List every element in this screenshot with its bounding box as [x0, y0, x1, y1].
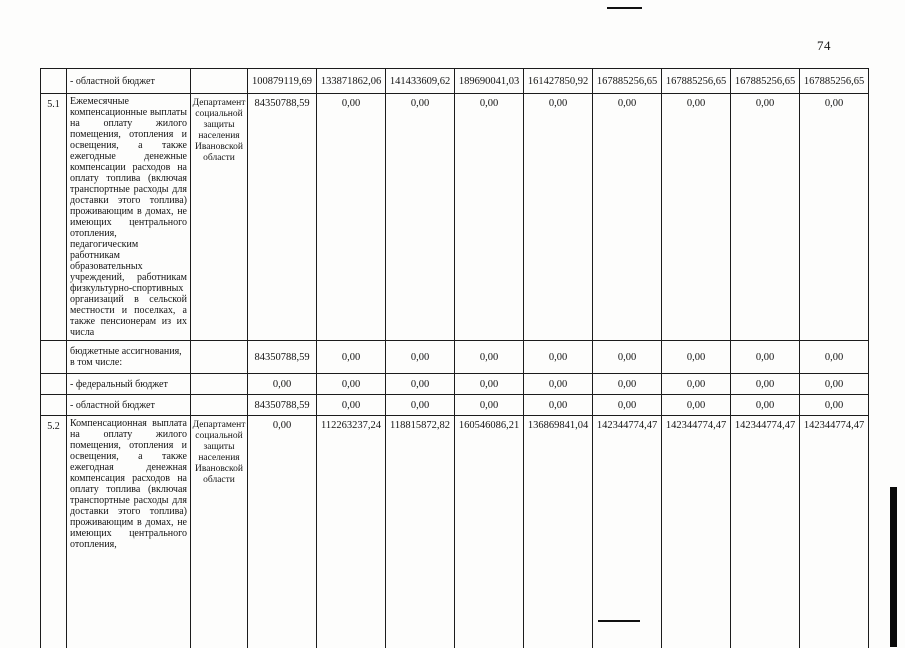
value-cell: 0,00	[800, 395, 869, 416]
table-row	[41, 374, 869, 395]
row-number-cell: 5.1	[41, 94, 67, 341]
table-row	[41, 69, 869, 94]
value-cell: 0,00	[455, 94, 524, 341]
value-cell: 0,00	[386, 94, 455, 341]
row-dept-cell: Департамент социальной защиты населения Ивановской области	[191, 416, 248, 648]
value-cell: 0,00	[386, 395, 455, 416]
value-cell: 0,00	[731, 94, 800, 341]
value-cell: 142344774,47	[731, 416, 800, 648]
value-cell: 0,00	[248, 374, 317, 395]
value-cell: 0,00	[455, 341, 524, 374]
value-cell: 160546086,21	[455, 416, 524, 648]
value-cell: 0,00	[593, 374, 662, 395]
value-cell: 142344774,47	[800, 416, 869, 648]
value-cell: 167885256,65	[593, 69, 662, 94]
value-cell: 0,00	[317, 341, 386, 374]
value-cell: 0,00	[731, 374, 800, 395]
value-cell: 0,00	[455, 374, 524, 395]
value-cell: 84350788,59	[248, 341, 317, 374]
value-cell: 0,00	[593, 395, 662, 416]
row-number-cell	[41, 374, 67, 395]
page-number: 74	[817, 38, 831, 53]
value-cell: 84350788,59	[248, 395, 317, 416]
value-cell: 100879119,69	[248, 69, 317, 94]
value-cell: 0,00	[662, 374, 731, 395]
value-cell: 0,00	[524, 341, 593, 374]
row-title: - федеральный бюджет	[67, 374, 191, 395]
row-dept-cell: Департамент социальной защиты населения Ивановской области	[191, 94, 248, 341]
value-cell: 141433609,62	[386, 69, 455, 94]
value-cell: 136869841,04	[524, 416, 593, 648]
value-cell: 0,00	[731, 341, 800, 374]
value-cell: 0,00	[317, 94, 386, 341]
row-dept-cell	[191, 69, 248, 94]
value-cell: 118815872,82	[386, 416, 455, 648]
value-cell: 142344774,47	[593, 416, 662, 648]
row-number-cell	[41, 69, 67, 94]
value-cell: 0,00	[593, 94, 662, 341]
value-cell: 133871862,06	[317, 69, 386, 94]
value-cell: 0,00	[524, 374, 593, 395]
value-cell: 0,00	[800, 341, 869, 374]
value-cell: 0,00	[248, 416, 317, 648]
row-number-cell	[41, 341, 67, 374]
value-cell: 0,00	[386, 341, 455, 374]
scan-artifact-top-dash	[607, 7, 642, 9]
value-cell: 142344774,47	[662, 416, 731, 648]
value-cell: 0,00	[455, 395, 524, 416]
value-cell: 0,00	[662, 94, 731, 341]
row-number-cell	[41, 395, 67, 416]
value-cell: 189690041,03	[455, 69, 524, 94]
budget-table	[40, 68, 869, 648]
value-cell: 0,00	[662, 395, 731, 416]
value-cell: 0,00	[662, 341, 731, 374]
row-title: Компенсационная выплата на оплату жилого помещения, отопления и освещения, а также ежегодная денежная компенсация расходов на оплату топлива (включая транспортные расходы для доставки этого топлива) проживающим в домах, не имеющих центрального отопления,	[67, 416, 191, 648]
scan-artifact-right-bar	[890, 487, 897, 647]
value-cell: 0,00	[317, 374, 386, 395]
value-cell: 0,00	[386, 374, 455, 395]
row-title: бюджетные ассигнования, в том числе:	[67, 341, 191, 374]
row-title: - областной бюджет	[67, 69, 191, 94]
value-cell: 167885256,65	[800, 69, 869, 94]
value-cell: 112263237,24	[317, 416, 386, 648]
row-number-cell: 5.2	[41, 416, 67, 648]
row-title: Ежемесячные компенсационные выплаты на оплату жилого помещения, отопления и освещения, а также ежегодные денежные компенсации расходов на оплату топлива (включая транспортные расходы для доставки этого топлива) проживающим в домах, не имеющих центрального отопления, педагогическим работникам образовательных учреждений, работникам физкультурно-спортивных организаций в сельской местности и поселках, а также пенсионерам из их числа	[67, 94, 191, 341]
value-cell: 0,00	[524, 395, 593, 416]
value-cell: 0,00	[317, 395, 386, 416]
value-cell: 0,00	[524, 94, 593, 341]
row-dept-cell	[191, 374, 248, 395]
value-cell: 161427850,92	[524, 69, 593, 94]
row-dept-cell	[191, 341, 248, 374]
value-cell: 167885256,65	[662, 69, 731, 94]
value-cell: 167885256,65	[731, 69, 800, 94]
value-cell: 0,00	[731, 395, 800, 416]
row-title: - областной бюджет	[67, 395, 191, 416]
value-cell: 0,00	[800, 374, 869, 395]
table-row-5-2	[41, 416, 869, 648]
value-cell: 0,00	[593, 341, 662, 374]
table-row	[41, 341, 869, 374]
value-cell: 84350788,59	[248, 94, 317, 341]
table-row	[41, 395, 869, 416]
row-dept-cell	[191, 395, 248, 416]
table-row-5-1	[41, 94, 869, 341]
value-cell: 0,00	[800, 94, 869, 341]
